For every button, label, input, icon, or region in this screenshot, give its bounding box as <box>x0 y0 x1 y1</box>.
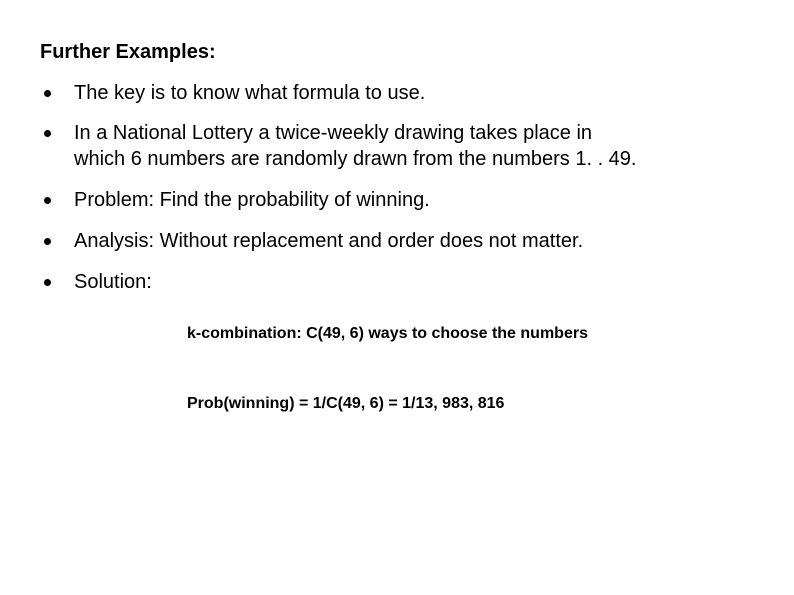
bullet-text: Analysis: Without replacement and order does not matter. <box>74 230 584 252</box>
bullet-dot-icon <box>44 238 51 245</box>
bullet-text: The key is to know what formula to use. <box>74 82 426 104</box>
solution-probability-line: Prob(winning) = 1/C(49, 6) = 1/13, 983, 816 <box>187 395 505 412</box>
bullet-text <box>74 120 754 172</box>
bullet-dot-icon <box>44 197 51 204</box>
bullet-dot-icon <box>44 279 51 286</box>
bullet-text-line: which 6 numbers are randomly drawn from the numbers 1. . 49. <box>74 148 637 170</box>
bullet-text: Solution: <box>74 271 152 293</box>
solution-combination-line: k-combination: C(49, 6) ways to choose the numbers <box>187 325 588 342</box>
bullet-text-line: In a National Lottery a twice-weekly drawing takes place in <box>74 122 593 144</box>
slide-title: Further Examples: <box>40 41 216 63</box>
bullet-dot-icon <box>44 90 51 97</box>
bullet-dot-icon <box>44 130 51 137</box>
bullet-text: Problem: Find the probability of winning. <box>74 189 430 211</box>
